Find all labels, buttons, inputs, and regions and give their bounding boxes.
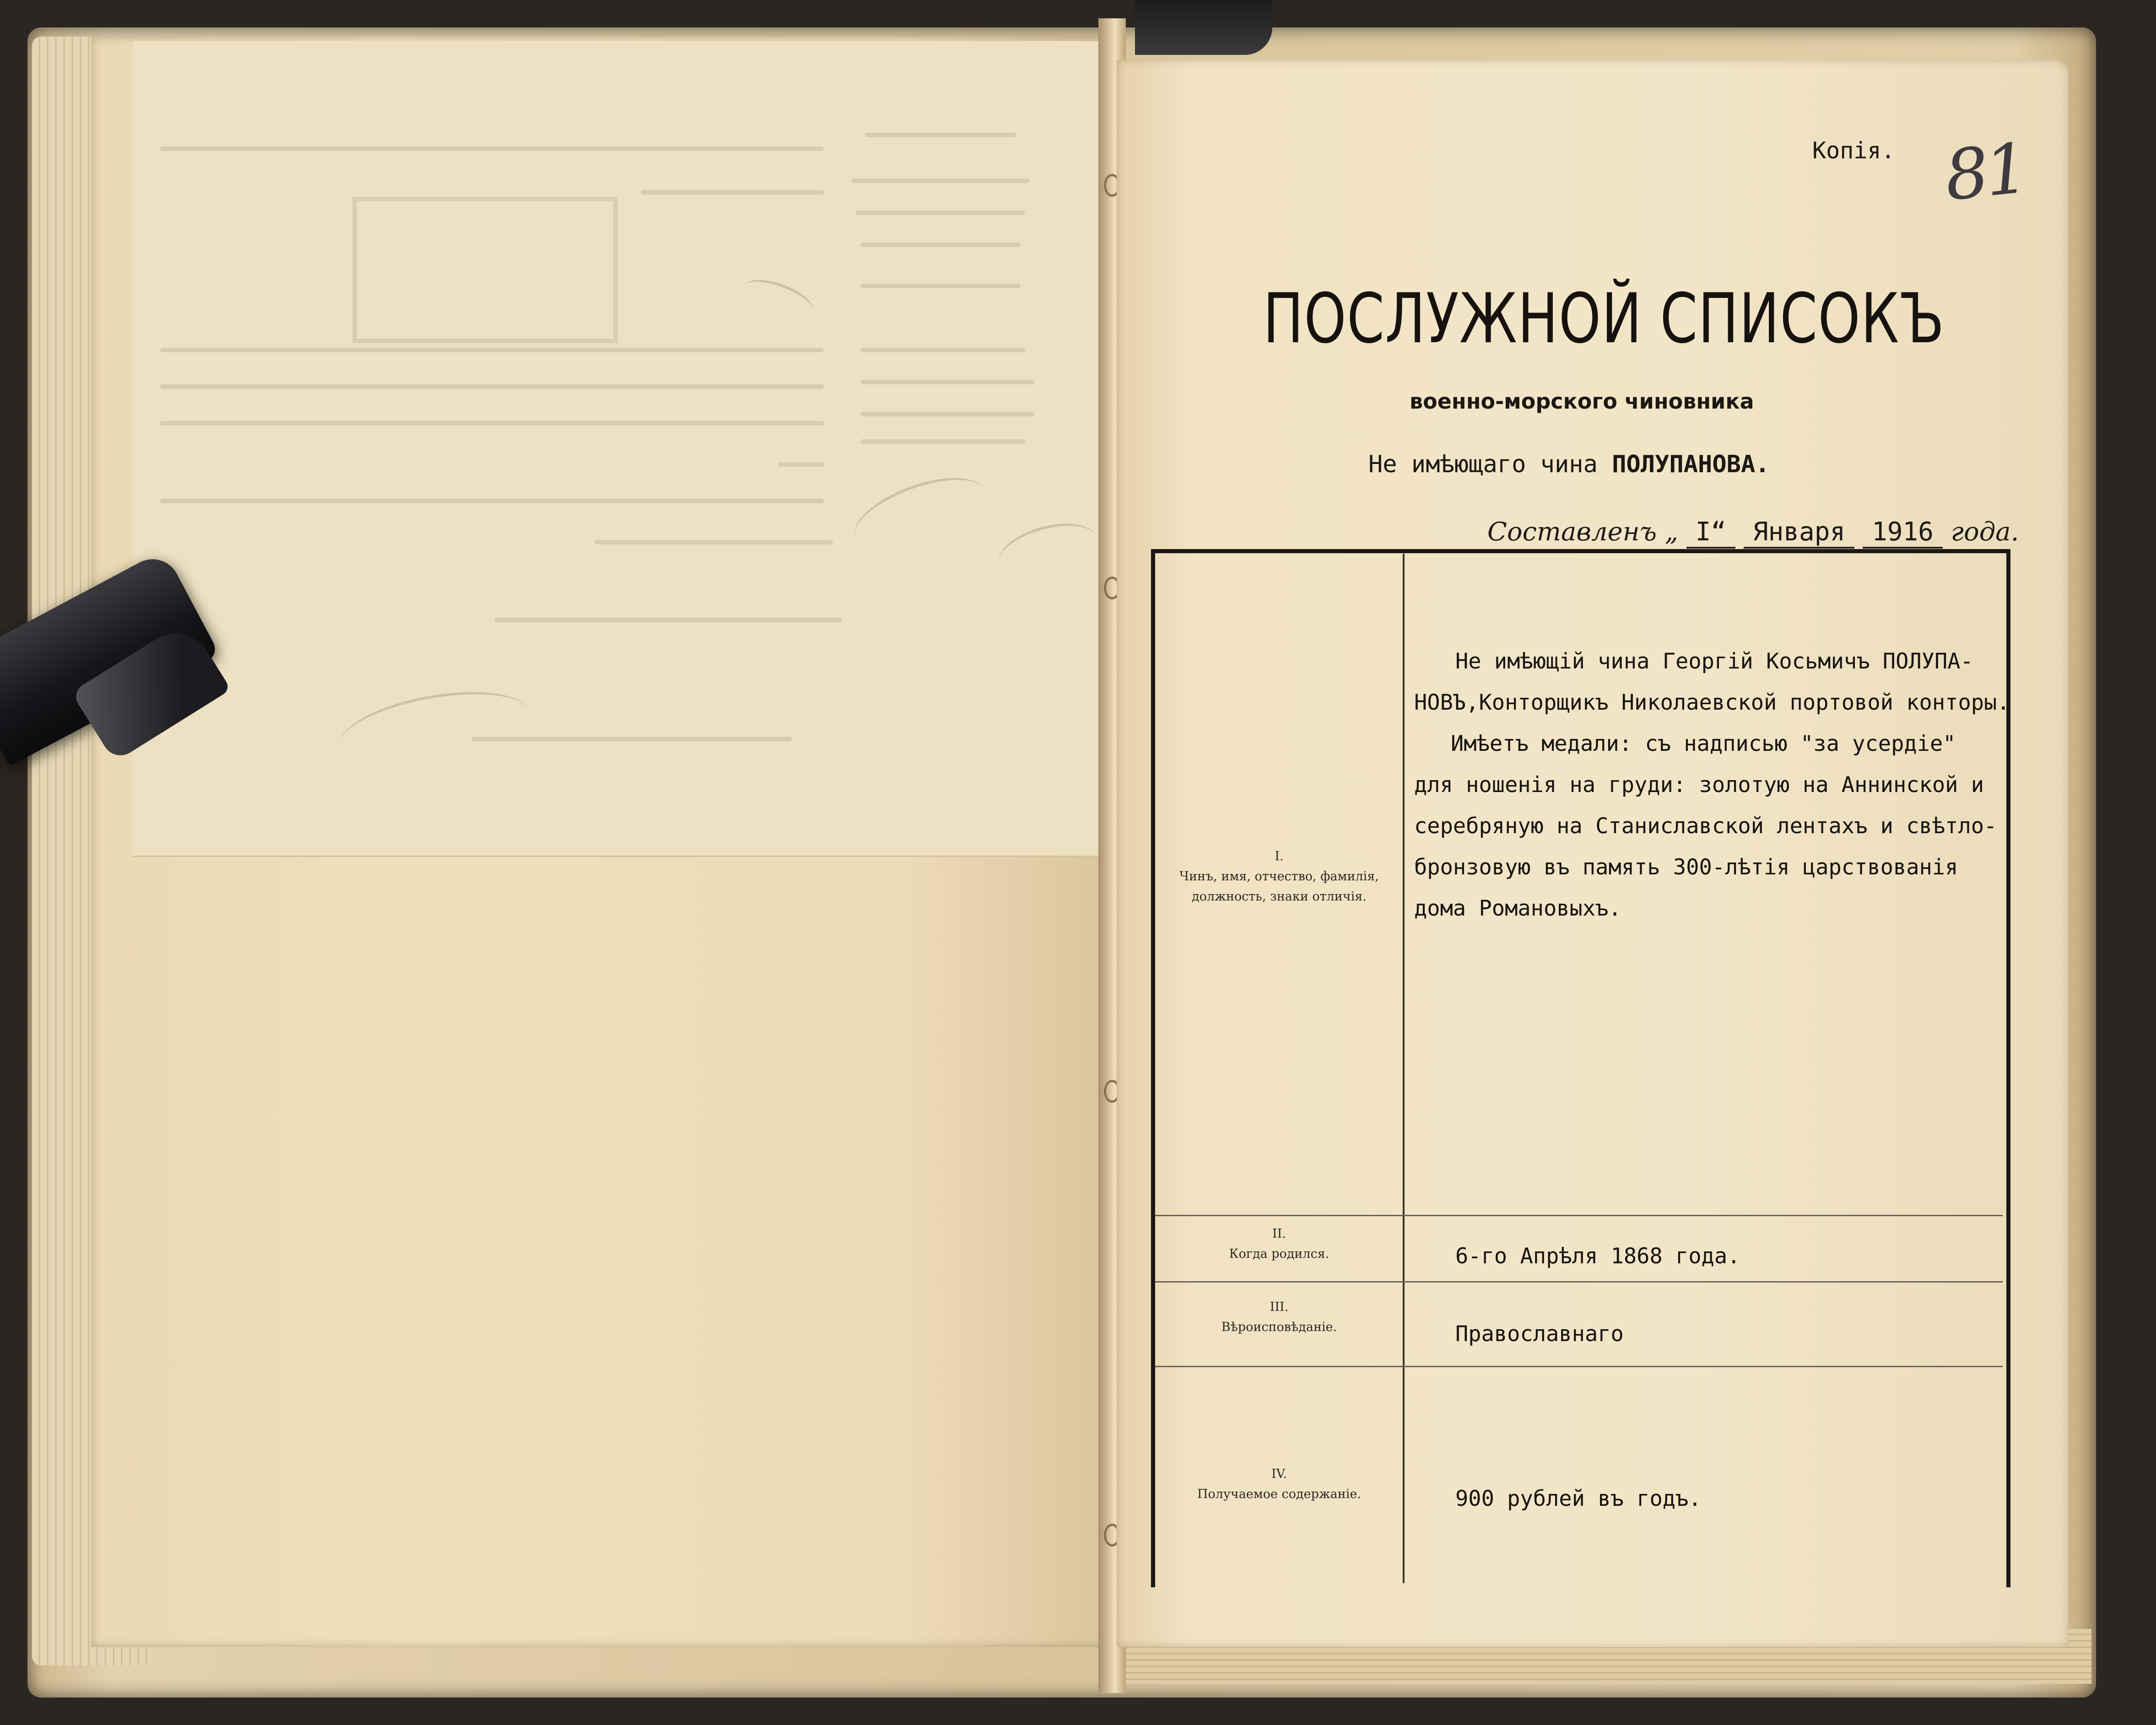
- row-label-line: Когда родился.: [1229, 1247, 1329, 1261]
- row-label: [1156, 1297, 1403, 1337]
- row-label-line: Чинъ, имя, отчество, фамилія,: [1179, 869, 1379, 884]
- composed-suffix: года.: [1951, 517, 2019, 547]
- bleed-through-line: [160, 146, 824, 151]
- bleed-through-line: [778, 462, 824, 467]
- bleed-through-line: [160, 384, 824, 389]
- bleed-through-line: [860, 380, 1034, 384]
- row-value-line: НОВЪ,Конторщикъ Николаевской портовой конторы.: [1414, 690, 2010, 715]
- bleed-through-line: [865, 133, 1016, 137]
- surname: ПОЛУПАНОВА.: [1612, 451, 1770, 478]
- bleed-through-line: [860, 284, 1021, 288]
- row-label: [1156, 1224, 1403, 1264]
- document-title: ПОСЛУЖНОЙ СПИСОКЪ: [1263, 279, 1945, 359]
- row-value-line: 6-го Апрѣля 1868 года.: [1455, 1244, 1740, 1269]
- document-subtitle: военно-морского чиновника: [1410, 389, 1754, 414]
- composed-year: 1916: [1863, 517, 1943, 549]
- row-label-line: Вѣроисповѣданіе.: [1221, 1320, 1337, 1334]
- composed-day: I“: [1686, 517, 1735, 549]
- bleed-through-line: [494, 618, 842, 622]
- bleed-through-line: [471, 737, 792, 741]
- bleed-through-line: [851, 178, 1030, 183]
- bleed-through-line: [860, 243, 1021, 247]
- top-binding-fold: [1135, 0, 1272, 55]
- bleed-through-line: [595, 540, 833, 544]
- bleed-through-line: [160, 421, 824, 426]
- row-numeral: III.: [1270, 1300, 1289, 1314]
- row-value-line: 900 рублей въ годъ.: [1455, 1486, 1702, 1511]
- row-value-line: серебряную на Станиславской лентахъ и свѣтло-: [1414, 814, 1997, 839]
- row-numeral: I.: [1275, 849, 1284, 863]
- row-value-line: для ношенія на груди: золотую на Аннинской и: [1414, 772, 1984, 798]
- row-numeral: IV.: [1271, 1467, 1287, 1481]
- table-column-divider: [1403, 554, 1405, 1583]
- composed-month: Января: [1744, 517, 1854, 549]
- row-label-line: должность, знаки отличія.: [1192, 889, 1367, 904]
- handwritten-page-number: 81: [1941, 129, 2029, 216]
- row-value-line: Имѣетъ медали: съ надписью "за усердіе": [1451, 731, 1956, 756]
- composed-date-line: [1487, 517, 2019, 547]
- composed-label: Составленъ „: [1487, 517, 1678, 547]
- row-value-line: Не имѣющій чина Георгій Косьмичъ ПОЛУПА-: [1455, 649, 1973, 674]
- bleed-through-line: [641, 190, 824, 194]
- bleed-through-line: [856, 210, 1025, 215]
- table-row-divider: [1155, 1281, 2003, 1283]
- row-value-line: Православнаго: [1455, 1321, 1624, 1347]
- row-value-line: дома Романовыхъ.: [1414, 896, 1621, 921]
- row-label: [1156, 846, 1403, 907]
- bleed-through-stamp: [352, 197, 618, 343]
- table-row-divider: [1155, 1215, 2003, 1216]
- bleed-through-line: [860, 348, 1025, 352]
- rank-line: [1368, 451, 1770, 478]
- copy-mark: Копія.: [1812, 137, 1895, 164]
- row-label: [1156, 1464, 1403, 1504]
- bleed-through-line: [860, 412, 1034, 416]
- row-label-line: Получаемое содержаніе.: [1197, 1487, 1361, 1501]
- row-numeral: II.: [1272, 1227, 1286, 1241]
- rank-text: Не имѣющаго чина: [1368, 451, 1612, 478]
- left-page-insert-sheet: [133, 41, 1104, 857]
- bleed-through-line: [160, 499, 824, 503]
- row-value-line: бронзовую въ память 300-лѣтія царствованія: [1414, 855, 1958, 880]
- table-row-divider: [1155, 1366, 2003, 1367]
- bleed-through-line: [160, 348, 824, 352]
- bleed-through-line: [860, 439, 1025, 444]
